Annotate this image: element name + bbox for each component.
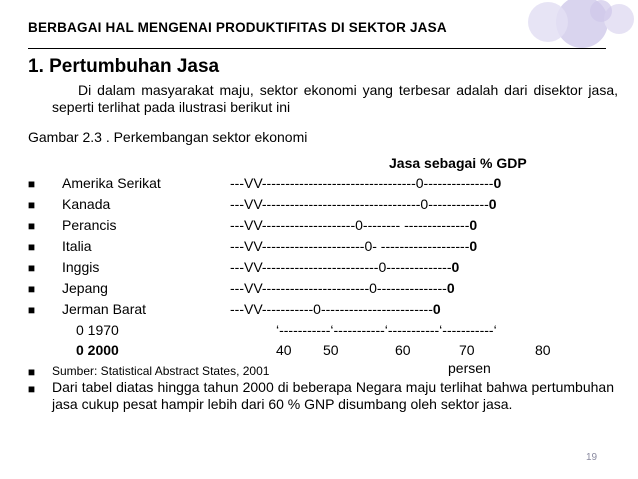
square-bullet-icon: ■ xyxy=(27,365,36,379)
conclusion-text: Dari tabel diatas hingga tahun 2000 di beberapa Negara maju terlihat bahwa pertumbuhan jasa cukup pesat hampir lebih dari 60 % GNP disumbang oleh sektor jasa. xyxy=(52,379,614,412)
square-bullet-icon: ■ xyxy=(27,382,36,396)
axis-value: 70 xyxy=(459,342,475,358)
row-country: Amerika Serikat xyxy=(62,175,161,191)
square-bullet-icon: ■ xyxy=(27,198,36,212)
square-bullet-icon: ■ xyxy=(27,240,36,254)
header-title: BERBAGAI HAL MENGENAI PRODUKTIFITAS DI SEKTOR JASA xyxy=(28,20,447,35)
row-country: Italia xyxy=(62,238,92,254)
row-graph: ---VV--------------------0-------- --------------0 xyxy=(230,217,478,233)
decor-circle-tiny xyxy=(590,0,612,22)
row-graph: ---VV---------------------------------0---------------0 xyxy=(230,175,502,191)
square-bullet-icon: ■ xyxy=(27,261,36,275)
row-country: Kanada xyxy=(62,196,111,212)
axis-value: 80 xyxy=(535,342,551,358)
row-graph: ---VV----------------------0- -------------------0 xyxy=(230,238,478,254)
legend-2000: 0 2000 xyxy=(76,342,119,358)
header-divider xyxy=(28,48,606,49)
axis-value: 60 xyxy=(395,342,411,358)
square-bullet-icon: ■ xyxy=(27,282,36,296)
row-graph: ---VV-----------0------------------------0 xyxy=(230,301,441,317)
row-graph: ---VV----------------------------------0-------------0 xyxy=(230,196,497,212)
source-note: Sumber: Statistical Abstract States, 2001 xyxy=(52,364,270,378)
axis-value: 50 xyxy=(323,342,339,358)
axis-tick-marks: ‘-----------‘-----------‘-----------‘-----------‘ xyxy=(276,322,497,338)
row-country: Inggis xyxy=(62,259,100,275)
section-heading: 1. Pertumbuhan Jasa xyxy=(28,56,220,77)
row-country: Jerman Barat xyxy=(62,301,147,317)
row-country: Perancis xyxy=(62,217,117,233)
section-paragraph-text: Di dalam masyarakat maju, sektor ekonomi yang terbesar adalah dari disektor jasa, seperti terlihat pada ilustrasi berikut ini xyxy=(52,82,618,115)
figure-column-title: Jasa sebagai % GDP xyxy=(389,155,527,171)
decor-circle-medium xyxy=(528,2,568,42)
row-country: Jepang xyxy=(62,280,108,296)
page-number: 19 xyxy=(586,452,598,463)
row-graph: ---VV-----------------------0---------------0 xyxy=(230,280,455,296)
axis-value: 40 xyxy=(276,342,292,358)
row-graph: ---VV-------------------------0--------------0 xyxy=(230,259,460,275)
section-paragraph xyxy=(52,82,618,116)
figure-caption: Gambar 2.3 . Perkembangan sektor ekonomi xyxy=(28,129,308,145)
axis-label: persen xyxy=(448,360,491,376)
square-bullet-icon: ■ xyxy=(27,303,36,317)
legend-1970: 0 1970 xyxy=(76,322,119,338)
square-bullet-icon: ■ xyxy=(27,219,36,233)
square-bullet-icon: ■ xyxy=(27,177,36,191)
